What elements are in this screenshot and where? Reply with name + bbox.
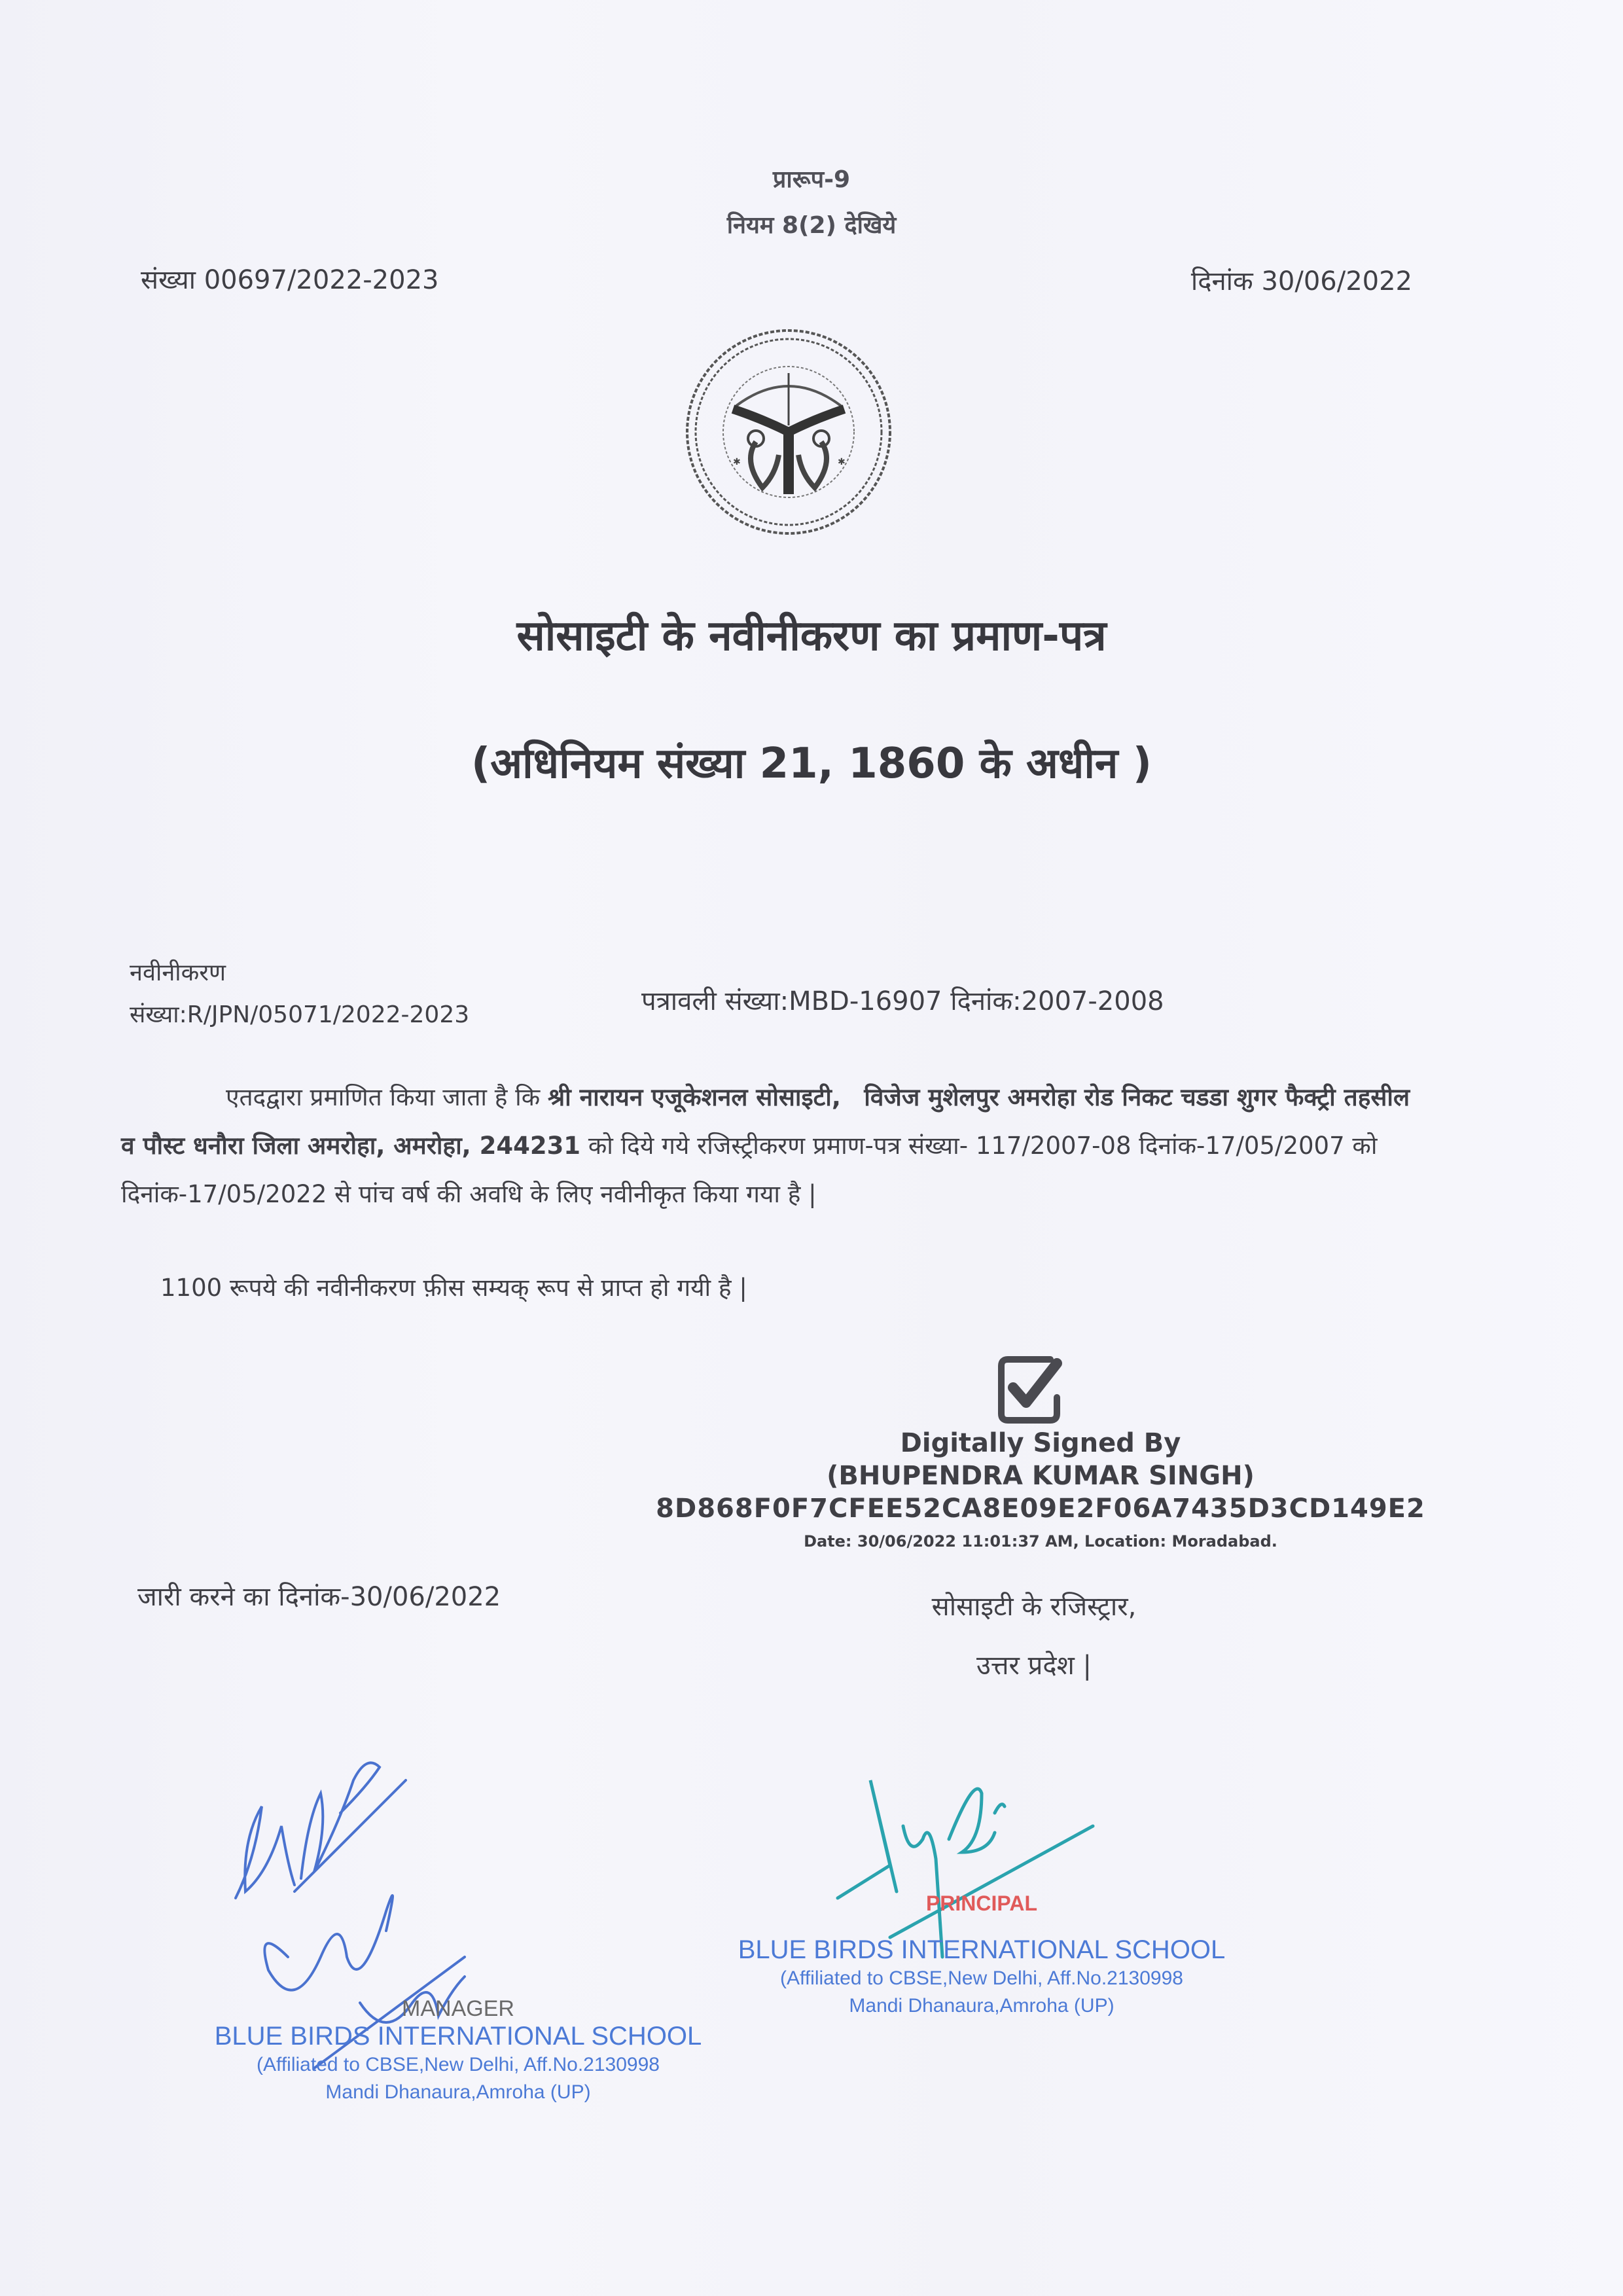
certificate-subtitle: (अधिनियम संख्या 21, 1860 के अधीन ) bbox=[471, 740, 1152, 788]
renewal-number bbox=[130, 952, 469, 1036]
digital-signature-block bbox=[615, 1427, 1466, 1558]
society-name: श्री नारायन एजूकेशनल सोसाइटी, bbox=[547, 1083, 841, 1111]
signer-name: (BHUPENDRA KUMAR SINGH) bbox=[827, 1461, 1255, 1491]
certificate-body bbox=[121, 1073, 1430, 1219]
renewal-label-line1: नवीनीकरण bbox=[130, 960, 226, 986]
manager-stamp bbox=[196, 1996, 720, 2106]
form-label: प्रारूप-9 bbox=[772, 166, 851, 193]
manager-school-name: BLUE BIRDS INTERNATIONAL SCHOOL bbox=[214, 2022, 702, 2051]
signature-hash: 8D868F0F7CFEE52CA8E09E2F06A7435D3CD149E2 bbox=[656, 1494, 1425, 1524]
issue-date: जारी करने का दिनांक-30/06/2022 bbox=[137, 1582, 501, 1612]
registrar-designation bbox=[831, 1577, 1237, 1695]
body-renewal-text: को दिये गये रजिस्ट्रीकरण प्रमाण-पत्र संख्या- 117/2007-08 दिनांक-17/05/2007 को दिनांक-17/05/2022 से पांच वर्ष की अवधि के लिए नवीनीकृत किया गया है | bbox=[121, 1132, 1378, 1208]
fee-statement: 1100 रूपये की नवीनीकरण फ़ीस सम्यक् रूप से प्राप्त हो गयी है | bbox=[160, 1274, 747, 1302]
certificate-title: सोसाइटी के नवीनीकरण का प्रमाण-पत्र bbox=[516, 612, 1107, 660]
principal-school-name: BLUE BIRDS INTERNATIONAL SCHOOL bbox=[738, 1935, 1226, 1964]
document-date: दिनांक 30/06/2022 bbox=[1190, 266, 1412, 296]
digitally-signed-label: Digitally Signed By bbox=[900, 1428, 1181, 1458]
body-intro: एतदद्वारा प्रमाणित किया जाता है कि bbox=[226, 1083, 548, 1111]
svg-text:✱: ✱ bbox=[838, 457, 846, 467]
manager-place: Mandi Dhanaura,Amroha (UP) bbox=[325, 2081, 591, 2103]
svg-text:✱: ✱ bbox=[733, 457, 741, 467]
signature-meta: Date: 30/06/2022 11:01:37 AM, Location: Moradabad. bbox=[804, 1532, 1277, 1551]
society-address: विजेज मुशेलपुर अमरोहा रोड निकट चडडा शुगर फैक्ट्री तहसील व पौस्ट धनौरा जिला अमरोहा, अमरोहा, 244231 bbox=[121, 1083, 1410, 1160]
file-number: पत्रावली संख्या:MBD-16907 दिनांक:2007-2008 bbox=[641, 986, 1164, 1016]
registrar-line2: उत्तर प्रदेश | bbox=[976, 1651, 1092, 1681]
up-government-seal-icon bbox=[684, 327, 893, 537]
checkbox-check-icon bbox=[995, 1352, 1067, 1427]
manager-affiliation: (Affiliated to CBSE,New Delhi, Aff.No.2130998 bbox=[257, 2054, 660, 2075]
principal-role: PRINCIPAL bbox=[925, 1892, 1038, 1915]
rule-reference: नियम 8(2) देखिये bbox=[726, 212, 897, 239]
reference-number: संख्या 00697/2022-2023 bbox=[141, 265, 439, 295]
principal-place: Mandi Dhanaura,Amroha (UP) bbox=[849, 1995, 1115, 2017]
principal-affiliation: (Affiliated to CBSE,New Delhi, Aff.No.2130998 bbox=[780, 1967, 1183, 1989]
manager-role: MANAGER bbox=[402, 1996, 514, 2021]
renewal-label-line2: संख्या:R/JPN/05071/2022-2023 bbox=[130, 1001, 470, 1028]
registrar-line1: सोसाइटी के रजिस्ट्रार, bbox=[931, 1592, 1137, 1622]
principal-stamp bbox=[720, 1892, 1243, 2020]
